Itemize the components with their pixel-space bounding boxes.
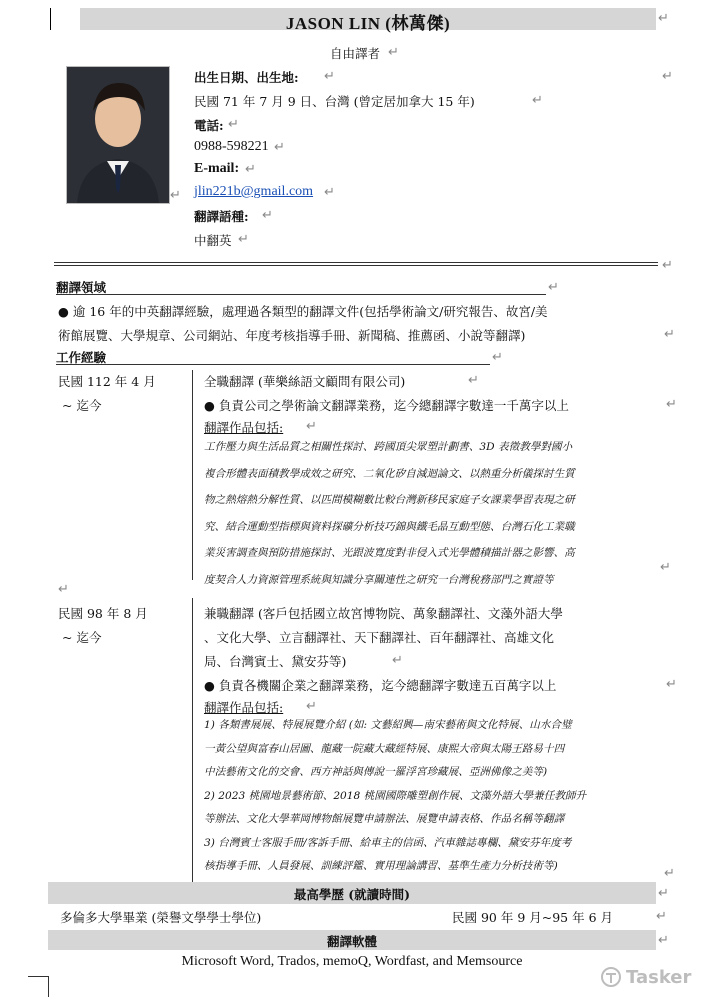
job2-date-start: 民國 98 年 8 月 <box>58 606 148 621</box>
job1-date-end: ~ 迄今 <box>62 398 102 413</box>
job2-works-list <box>204 714 674 879</box>
job2-work-line: 一黃公望與富春山居圖、龍藏一院藏大藏經特展、康熙大帝與太陽王路易十四 <box>204 742 565 755</box>
paragraph-mark-icon: ↵ <box>656 909 667 924</box>
field-description-line-2: 術館展覽、大學規章、公司網站、年度考核指導手冊、新聞稿、推薦函、小說等翻譯) <box>58 328 526 343</box>
paragraph-mark-icon: ↵ <box>492 350 503 365</box>
paragraph-mark-icon: ↵ <box>388 45 399 60</box>
tasker-logo-icon <box>600 966 622 988</box>
paragraph-mark-icon: ↵ <box>666 397 677 412</box>
paragraph-mark-icon: ↵ <box>666 677 677 692</box>
experience-section-title: 工作經驗 <box>56 350 107 365</box>
job2-work-line: 中法藝術文化的交會、西方神話與傳說一羅浮宮珍藏展、亞洲佛像之美等) <box>204 766 548 778</box>
paragraph-mark-icon: ↵ <box>306 419 317 434</box>
language-label: 翻譯語種: <box>194 209 249 224</box>
paragraph-mark-icon: ↵ <box>306 699 317 714</box>
email-link[interactable]: jlin221b@gmail.com <box>194 184 314 199</box>
birth-value: 民國 71 年 7 月 9 日、台灣 (曾定居加拿大 15 年) <box>194 94 475 109</box>
paragraph-mark-icon: ↵ <box>468 373 479 388</box>
birth-label: 出生日期、出生地: <box>194 70 299 85</box>
paragraph-mark-icon: ↵ <box>58 582 69 597</box>
experience-column-divider <box>192 370 193 580</box>
text-cursor <box>50 8 51 30</box>
software-list: Microsoft Word, Trados, memoQ, Wordfast, and Memsource <box>181 954 523 969</box>
email-label: E-mail: <box>194 161 240 176</box>
section-divider <box>54 262 658 266</box>
job2-works-label: 翻譯作品包括: <box>204 700 284 715</box>
job1-work-line: 度契合人力資源管理系統與知識分享關連性之研究一台灣稅務部門之實證等 <box>204 573 554 586</box>
job1-works-list <box>204 434 674 593</box>
experience-column-divider <box>192 598 193 882</box>
paragraph-mark-icon: ↵ <box>532 93 543 108</box>
paragraph-mark-icon: ↵ <box>658 11 669 26</box>
education-degree: 多倫多大學畢業 (榮譽文學學士學位) <box>60 910 262 925</box>
job2-work-line: 2) 2023 桃園地景藝術節、2018 桃園國際雕塑創作展、文藻外語大學兼任教師升 <box>204 789 587 802</box>
education-period: 民國 90 年 9 月~95 年 6 月 <box>452 910 614 925</box>
experience-title-underline <box>56 364 490 365</box>
page-corner-mark <box>28 976 49 997</box>
paragraph-mark-icon: ↵ <box>274 140 285 155</box>
job1-work-line: 究、結合運動型指標與資料探礦分析技巧錦與鐵毛晶互動型態、台灣石化工業職 <box>204 520 575 533</box>
paragraph-mark-icon: ↵ <box>245 162 256 177</box>
field-section-title: 翻譯領域 <box>56 280 107 295</box>
job1-work-line: 複合形體表面積教學成效之研究、二氧化矽自減迴論文、以熱重分析儀探討生質 <box>204 467 575 480</box>
paragraph-mark-icon: ↵ <box>664 866 675 881</box>
job2-work-line: 核指導手冊、人員發展、訓練評鑑、實用理論講習、基準生產力分析技術等) <box>204 860 558 872</box>
watermark <box>600 966 691 988</box>
job1-work-line: 業災害調查與預防措施探討、光跟波寬度對非侵入式光學體積描計器之影響、高 <box>204 547 575 559</box>
paragraph-mark-icon: ↵ <box>262 208 273 223</box>
job2-title-line-2: 、文化大學、立言翻譯社、天下翻譯社、百年翻譯社、高雄文化 <box>204 630 555 645</box>
job2-work-line: 3) 台灣賓士客服手冊/客訴手冊、給車主的信函、汽車雜誌專欄、黛安芬年度考 <box>204 836 572 849</box>
paragraph-mark-icon: ↵ <box>548 280 559 295</box>
watermark-brand: Tasker <box>626 966 692 988</box>
job1-date-start: 民國 112 年 4 月 <box>58 374 156 389</box>
paragraph-mark-icon: ↵ <box>660 560 671 575</box>
paragraph-mark-icon: ↵ <box>658 886 669 901</box>
education-section-title: 最高學歷 (就讀時間) <box>293 887 411 902</box>
job2-date-end: ~ 迄今 <box>62 630 102 645</box>
candidate-name: JASON LIN (林萬傑) <box>285 14 451 33</box>
job1-works-label: 翻譯作品包括: <box>204 420 284 435</box>
paragraph-mark-icon: ↵ <box>662 69 673 84</box>
job2-work-line: 等辦法、文化大學華岡博物館展覽申請辦法、展覽申請表格、作品名稱等翻譯 <box>204 813 565 825</box>
paragraph-mark-icon: ↵ <box>662 258 673 273</box>
job1-bullet: ● 負責公司之學術論文翻譯業務，迄今總翻譯字數達一千萬字以上 <box>204 398 569 413</box>
job1-work-line: 物之熱熔熱分解性質、以匹間模糊數比較台灣新移民家庭子女課業學習表現之研 <box>204 494 575 506</box>
software-section-title: 翻譯軟體 <box>326 934 377 949</box>
paragraph-mark-icon: ↵ <box>392 653 403 668</box>
job1-title: 全職翻譯 (華樂絲語文顧問有限公司) <box>204 374 406 389</box>
paragraph-mark-icon: ↵ <box>238 232 249 247</box>
phone-value: 0988-598221 <box>194 139 269 154</box>
job2-title-line-3: 局、台灣賓士、黛安芬等) <box>204 654 347 669</box>
paragraph-mark-icon: ↵ <box>324 69 335 84</box>
job2-work-line: 1) 各類書展展、特展展覽介紹 (如: 文藝紹興—南宋藝術與文化特展、山水合璧 <box>204 719 572 731</box>
phone-label: 電話: <box>194 118 224 133</box>
language-value: 中翻英 <box>194 233 232 248</box>
paragraph-mark-icon: ↵ <box>324 185 335 200</box>
field-title-underline <box>56 294 546 295</box>
job2-title-line-1: 兼職翻譯 (客戶包括國立故宮博物院、萬象翻譯社、文藻外語大學 <box>204 606 563 621</box>
person-portrait-icon <box>67 67 169 203</box>
job2-bullet: ● 負責各機關企業之翻譯業務，迄今總翻譯字數達五百萬字以上 <box>204 678 557 693</box>
role-text: 自由譯者 <box>330 46 381 61</box>
field-description-line-1: ● 逾 16 年的中英翻譯經驗，處理過各類型的翻譯文件(包括學術論文/研究報告、故宮/美 <box>58 304 548 319</box>
paragraph-mark-icon: ↵ <box>170 188 181 203</box>
paragraph-mark-icon: ↵ <box>664 327 675 342</box>
paragraph-mark-icon: ↵ <box>658 933 669 948</box>
job1-work-line: 工作壓力與生活品質之相關性探討、跨國頂尖眾塑計劃書、3D 表徵教學對國小 <box>204 441 573 453</box>
paragraph-mark-icon: ↵ <box>228 117 239 132</box>
profile-photo <box>66 66 170 204</box>
